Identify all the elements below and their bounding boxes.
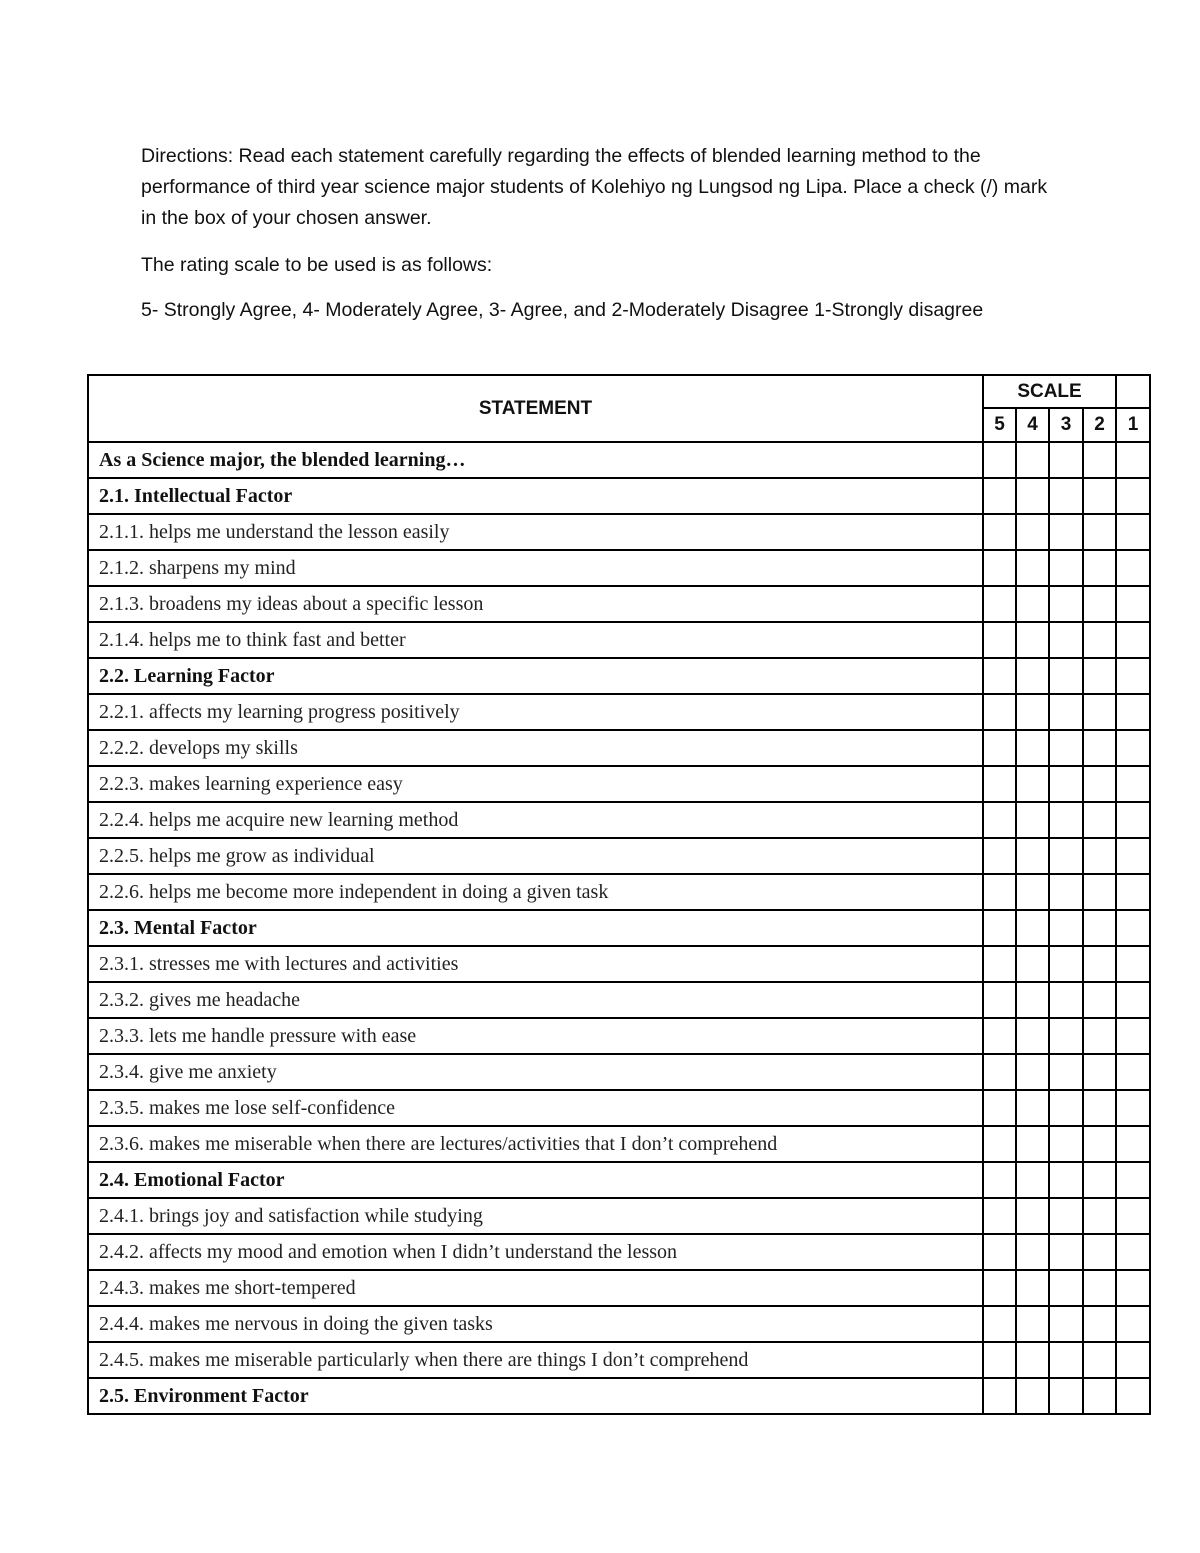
check-box-2[interactable] — [1083, 478, 1116, 514]
check-box-1[interactable] — [1116, 1054, 1150, 1090]
check-box-4[interactable] — [1016, 478, 1049, 514]
statement-text: 2.2.5. helps me grow as individual — [88, 838, 983, 874]
check-box-3[interactable] — [1049, 478, 1083, 514]
statement-row — [88, 1054, 1150, 1090]
check-box-1[interactable] — [1116, 1234, 1150, 1270]
check-box-4[interactable] — [1016, 550, 1049, 586]
check-box-2[interactable] — [1083, 694, 1116, 730]
check-box-2[interactable] — [1083, 730, 1116, 766]
section-title: 2.5. Environment Factor — [88, 1378, 983, 1414]
statement-header: STATEMENT — [88, 375, 983, 442]
statement-text: 2.2.6. helps me become more independent in doing a given task — [88, 874, 983, 910]
statement-row — [88, 514, 1150, 550]
check-box-2[interactable] — [1083, 622, 1116, 658]
section-title: 2.3. Mental Factor — [88, 910, 983, 946]
statement-row — [88, 838, 1150, 874]
statement-text: 2.1.3. broadens my ideas about a specific lesson — [88, 586, 983, 622]
statement-text: 2.1.2. sharpens my mind — [88, 550, 983, 586]
check-box-3[interactable] — [1049, 1342, 1083, 1378]
statement-text: 2.2.3. makes learning experience easy — [88, 766, 983, 802]
check-box-4[interactable] — [1016, 1234, 1049, 1270]
check-box-2[interactable] — [1083, 550, 1116, 586]
check-box-2[interactable] — [1083, 1126, 1116, 1162]
check-box-4[interactable] — [1016, 1090, 1049, 1126]
rating-scale-text: 5- Strongly Agree, 4- Moderately Agree, 3- Agree, and 2-Moderately Disagree 1-Strongly disagree — [141, 299, 984, 321]
check-box-4[interactable] — [1016, 838, 1049, 874]
statement-row — [88, 730, 1150, 766]
check-box-1[interactable] — [1116, 1378, 1150, 1414]
check-box-4[interactable] — [1016, 1378, 1049, 1414]
statement-row — [88, 622, 1150, 658]
check-box-3[interactable] — [1049, 622, 1083, 658]
scale-header: SCALE — [983, 375, 1116, 408]
check-box-2[interactable] — [1083, 838, 1116, 874]
check-box-1[interactable] — [1116, 478, 1150, 514]
check-box-1[interactable] — [1116, 766, 1150, 802]
check-box-5[interactable] — [983, 946, 1016, 982]
check-box-3[interactable] — [1049, 910, 1083, 946]
check-box-5[interactable] — [983, 1342, 1016, 1378]
statement-text: 2.3.6. makes me miserable when there are lectures/activities that I don’t comprehend — [88, 1126, 983, 1162]
statement-row — [88, 1090, 1150, 1126]
check-box-3[interactable] — [1049, 1126, 1083, 1162]
check-box-3[interactable] — [1049, 874, 1083, 910]
check-box-5[interactable] — [983, 1306, 1016, 1342]
check-box-4[interactable] — [1016, 1270, 1049, 1306]
check-box-2[interactable] — [1083, 1234, 1116, 1270]
check-box-5[interactable] — [983, 694, 1016, 730]
instructions — [141, 141, 1061, 326]
check-box-1[interactable] — [1116, 586, 1150, 622]
statement-row — [88, 802, 1150, 838]
check-box-4[interactable] — [1016, 1054, 1049, 1090]
check-box-2[interactable] — [1083, 1378, 1116, 1414]
statement-text: 2.3.1. stresses me with lectures and activities — [88, 946, 983, 982]
check-box-1[interactable] — [1116, 694, 1150, 730]
check-box-5[interactable] — [983, 910, 1016, 946]
check-box-2[interactable] — [1083, 766, 1116, 802]
check-box-4[interactable] — [1016, 802, 1049, 838]
check-box-3[interactable] — [1049, 946, 1083, 982]
check-box-4[interactable] — [1016, 874, 1049, 910]
check-box-4[interactable] — [1016, 730, 1049, 766]
survey-table — [87, 374, 1151, 1415]
directions-text: Directions: Read each statement carefully regarding the effects of blended learning method to the performance of third year science major students of Kolehiyo ng Lungsod ng Lipa. Place a check (/) mark in the box of your chosen answer. — [141, 145, 1048, 229]
check-box-1[interactable] — [1116, 730, 1150, 766]
section-row — [88, 1162, 1150, 1198]
section-row — [88, 910, 1150, 946]
check-box-5[interactable] — [983, 1378, 1016, 1414]
check-box-2[interactable] — [1083, 1306, 1116, 1342]
section-row — [88, 478, 1150, 514]
check-box-5[interactable] — [983, 478, 1016, 514]
check-box-5[interactable] — [983, 1198, 1016, 1234]
check-box-2[interactable] — [1083, 1270, 1116, 1306]
statement-text: 2.1.1. helps me understand the lesson easily — [88, 514, 983, 550]
section-row — [88, 658, 1150, 694]
statement-text: 2.4.3. makes me short-tempered — [88, 1270, 983, 1306]
section-row — [88, 442, 1150, 478]
check-box-2[interactable] — [1083, 1018, 1116, 1054]
check-box-5[interactable] — [983, 622, 1016, 658]
statement-row — [88, 874, 1150, 910]
check-box-3[interactable] — [1049, 1378, 1083, 1414]
statement-row — [88, 694, 1150, 730]
check-box-3[interactable] — [1049, 1018, 1083, 1054]
check-box-4[interactable] — [1016, 694, 1049, 730]
section-title: 2.1. Intellectual Factor — [88, 478, 983, 514]
check-box-3[interactable] — [1049, 550, 1083, 586]
check-box-1[interactable] — [1116, 1162, 1150, 1198]
check-box-4[interactable] — [1016, 766, 1049, 802]
check-box-1[interactable] — [1116, 550, 1150, 586]
check-box-1[interactable] — [1116, 1090, 1150, 1126]
statement-text: 2.1.4. helps me to think fast and better — [88, 622, 983, 658]
check-box-4[interactable] — [1016, 910, 1049, 946]
check-box-1[interactable] — [1116, 1306, 1150, 1342]
check-box-2[interactable] — [1083, 586, 1116, 622]
check-box-1[interactable] — [1116, 658, 1150, 694]
statement-row — [88, 1126, 1150, 1162]
check-box-1[interactable] — [1116, 838, 1150, 874]
statement-text: 2.4.1. brings joy and satisfaction while studying — [88, 1198, 983, 1234]
check-box-2[interactable] — [1083, 514, 1116, 550]
check-box-5[interactable] — [983, 730, 1016, 766]
check-box-1[interactable] — [1116, 1126, 1150, 1162]
scale-value-5: 5 — [983, 408, 1016, 442]
statement-row — [88, 550, 1150, 586]
statement-row — [88, 1306, 1150, 1342]
check-box-4[interactable] — [1016, 1306, 1049, 1342]
check-box-5[interactable] — [983, 1054, 1016, 1090]
check-box-3[interactable] — [1049, 658, 1083, 694]
check-box-4[interactable] — [1016, 658, 1049, 694]
check-box-5[interactable] — [983, 766, 1016, 802]
check-box-3[interactable] — [1049, 838, 1083, 874]
check-box-5[interactable] — [983, 838, 1016, 874]
check-box-2[interactable] — [1083, 982, 1116, 1018]
check-box-2[interactable] — [1083, 658, 1116, 694]
check-box-1[interactable] — [1116, 982, 1150, 1018]
check-box-2[interactable] — [1083, 1198, 1116, 1234]
statement-row — [88, 982, 1150, 1018]
check-box-2[interactable] — [1083, 1162, 1116, 1198]
check-box-2[interactable] — [1083, 802, 1116, 838]
check-box-1[interactable] — [1116, 1270, 1150, 1306]
statement-text: 2.2.2. develops my skills — [88, 730, 983, 766]
statement-text: 2.4.2. affects my mood and emotion when I didn’t understand the lesson — [88, 1234, 983, 1270]
check-box-4[interactable] — [1016, 442, 1049, 478]
statement-row — [88, 586, 1150, 622]
statement-text: 2.4.4. makes me nervous in doing the given tasks — [88, 1306, 983, 1342]
scale-value-2: 2 — [1083, 408, 1116, 442]
check-box-1[interactable] — [1116, 1198, 1150, 1234]
check-box-5[interactable] — [983, 1162, 1016, 1198]
check-box-3[interactable] — [1049, 1054, 1083, 1090]
check-box-1[interactable] — [1116, 946, 1150, 982]
check-box-4[interactable] — [1016, 1342, 1049, 1378]
check-box-1[interactable] — [1116, 442, 1150, 478]
check-box-5[interactable] — [983, 586, 1016, 622]
survey-body — [88, 442, 1150, 1414]
scale-value-1: 1 — [1116, 408, 1150, 442]
check-box-2[interactable] — [1083, 946, 1116, 982]
statement-text: 2.3.4. give me anxiety — [88, 1054, 983, 1090]
check-box-3[interactable] — [1049, 442, 1083, 478]
check-box-4[interactable] — [1016, 1018, 1049, 1054]
statement-text: 2.2.4. helps me acquire new learning method — [88, 802, 983, 838]
check-box-4[interactable] — [1016, 1162, 1049, 1198]
section-row — [88, 1378, 1150, 1414]
check-box-4[interactable] — [1016, 514, 1049, 550]
check-box-1[interactable] — [1116, 622, 1150, 658]
check-box-5[interactable] — [983, 982, 1016, 1018]
statement-text: 2.3.2. gives me headache — [88, 982, 983, 1018]
check-box-3[interactable] — [1049, 730, 1083, 766]
check-box-3[interactable] — [1049, 1306, 1083, 1342]
check-box-3[interactable] — [1049, 514, 1083, 550]
check-box-2[interactable] — [1083, 1054, 1116, 1090]
check-box-1[interactable] — [1116, 802, 1150, 838]
check-box-3[interactable] — [1049, 1198, 1083, 1234]
section-title: 2.2. Learning Factor — [88, 658, 983, 694]
check-box-3[interactable] — [1049, 1090, 1083, 1126]
check-box-2[interactable] — [1083, 1090, 1116, 1126]
statement-row — [88, 1342, 1150, 1378]
statement-row — [88, 1270, 1150, 1306]
check-box-2[interactable] — [1083, 442, 1116, 478]
check-box-3[interactable] — [1049, 586, 1083, 622]
check-box-1[interactable] — [1116, 910, 1150, 946]
scale-value-3: 3 — [1049, 408, 1083, 442]
scale-header-blank — [1116, 375, 1150, 408]
check-box-4[interactable] — [1016, 1198, 1049, 1234]
check-box-5[interactable] — [983, 1126, 1016, 1162]
check-box-5[interactable] — [983, 1270, 1016, 1306]
check-box-4[interactable] — [1016, 982, 1049, 1018]
check-box-5[interactable] — [983, 442, 1016, 478]
check-box-5[interactable] — [983, 1234, 1016, 1270]
statement-row — [88, 1198, 1150, 1234]
check-box-4[interactable] — [1016, 946, 1049, 982]
check-box-2[interactable] — [1083, 874, 1116, 910]
check-box-3[interactable] — [1049, 802, 1083, 838]
statement-text: 2.3.5. makes me lose self-confidence — [88, 1090, 983, 1126]
check-box-1[interactable] — [1116, 1342, 1150, 1378]
check-box-3[interactable] — [1049, 1234, 1083, 1270]
check-box-3[interactable] — [1049, 1270, 1083, 1306]
check-box-3[interactable] — [1049, 982, 1083, 1018]
check-box-4[interactable] — [1016, 586, 1049, 622]
check-box-3[interactable] — [1049, 1162, 1083, 1198]
statement-row — [88, 1018, 1150, 1054]
check-box-1[interactable] — [1116, 514, 1150, 550]
check-box-3[interactable] — [1049, 694, 1083, 730]
check-box-4[interactable] — [1016, 1126, 1049, 1162]
statement-row — [88, 766, 1150, 802]
check-box-1[interactable] — [1116, 1018, 1150, 1054]
statement-text: 2.4.5. makes me miserable particularly when there are things I don’t comprehend — [88, 1342, 983, 1378]
section-title: As a Science major, the blended learning… — [88, 442, 983, 478]
check-box-5[interactable] — [983, 802, 1016, 838]
statement-text: 2.3.3. lets me handle pressure with ease — [88, 1018, 983, 1054]
check-box-5[interactable] — [983, 874, 1016, 910]
check-box-3[interactable] — [1049, 766, 1083, 802]
statement-row — [88, 1234, 1150, 1270]
check-box-5[interactable] — [983, 1090, 1016, 1126]
statement-text: 2.2.1. affects my learning progress positively — [88, 694, 983, 730]
scale-value-4: 4 — [1016, 408, 1049, 442]
check-box-5[interactable] — [983, 1018, 1016, 1054]
check-box-2[interactable] — [1083, 910, 1116, 946]
rating-intro-text: The rating scale to be used is as follows: — [141, 254, 493, 276]
section-title: 2.4. Emotional Factor — [88, 1162, 983, 1198]
check-box-4[interactable] — [1016, 622, 1049, 658]
check-box-5[interactable] — [983, 550, 1016, 586]
check-box-5[interactable] — [983, 514, 1016, 550]
check-box-5[interactable] — [983, 658, 1016, 694]
check-box-2[interactable] — [1083, 1342, 1116, 1378]
statement-row — [88, 946, 1150, 982]
check-box-1[interactable] — [1116, 874, 1150, 910]
